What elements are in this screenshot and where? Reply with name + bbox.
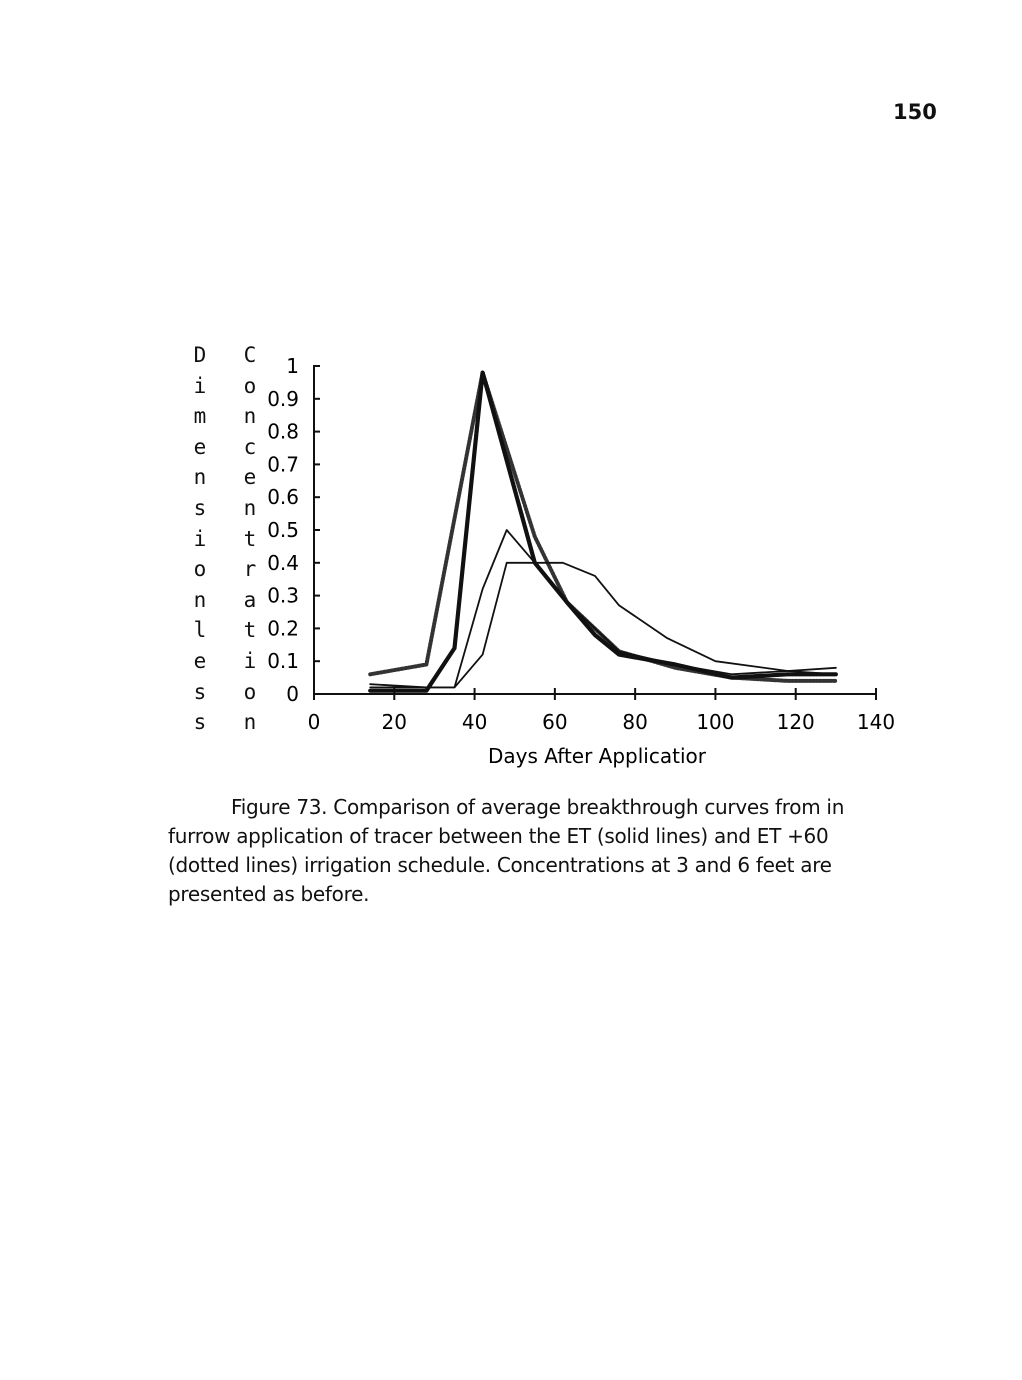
series-line-3 (370, 530, 836, 687)
y-label-letter: s (193, 495, 207, 520)
y-label-letter: C (243, 343, 257, 367)
y-tick-label: 0.2 (267, 616, 299, 641)
y-label-letter: s (193, 710, 207, 735)
y-tick-label: 0.8 (267, 419, 299, 444)
y-label-letter: t (243, 526, 257, 551)
x-tick-label: 120 (776, 710, 815, 734)
y-label-letter: n (243, 710, 257, 735)
y-label-letter: i (243, 648, 257, 673)
tick-labels (267, 354, 895, 734)
y-label-letter: n (243, 404, 257, 429)
y-tick-label: 0.9 (267, 386, 299, 411)
y-label-letter: e (193, 434, 207, 459)
series-line-2 (370, 373, 836, 691)
y-label-letter: o (243, 679, 257, 704)
y-label-letter: e (193, 648, 207, 673)
caption-text: Figure 73. Comparison of average breakthrough curves from in furrow application of tracer between the ET (solid lines) and ET +60 (dotted lines) irrigation schedule. Concentrations at 3 and 6 feet are presented as before. (168, 795, 845, 906)
y-label-letter: e (243, 465, 257, 490)
y-label-letter: a (243, 587, 257, 612)
x-tick-label: 80 (622, 710, 648, 734)
y-label-letter: l (193, 618, 207, 643)
y-label-letter: m (193, 404, 207, 429)
series-layer (370, 373, 836, 691)
x-tick-label: 0 (307, 710, 321, 734)
y-label-letter: c (243, 434, 257, 459)
x-tick-label: 40 (461, 710, 488, 734)
y-label-letter: s (193, 679, 207, 704)
y-tick-label: 0.7 (267, 452, 299, 477)
y-label-letter: n (243, 495, 257, 520)
y-tick-label: 0.3 (267, 583, 299, 608)
y-tick-label: 0.1 (267, 649, 299, 674)
y-tick-label: 0.5 (267, 518, 299, 542)
x-axis-label: Days After Applicatior (488, 744, 706, 768)
chart-axes (313, 366, 876, 700)
x-tick-label: 60 (542, 710, 568, 734)
y-tick-label: 1 (286, 354, 299, 378)
y-label-letter: o (193, 557, 207, 582)
x-tick-label: 20 (381, 710, 408, 734)
y-label-letter: t (243, 618, 257, 643)
y-label-letter: D (193, 343, 207, 367)
y-label-letter: i (193, 526, 207, 551)
y-label-letter: o (243, 373, 257, 398)
y-tick-label: 0 (286, 682, 299, 706)
page-number: 150 (893, 100, 937, 124)
y-label-letter: r (243, 557, 257, 582)
x-tick-label: 140 (856, 710, 896, 734)
figure-caption (168, 793, 898, 909)
y-tick-label: 0.6 (267, 485, 299, 510)
x-tick-label: 100 (696, 710, 735, 734)
y-label-letter: n (193, 587, 207, 612)
y-tick-label: 0.4 (267, 550, 299, 575)
y-label-letter: i (193, 373, 207, 398)
y-label-letter: n (193, 465, 207, 490)
series-line-1 (370, 373, 836, 681)
